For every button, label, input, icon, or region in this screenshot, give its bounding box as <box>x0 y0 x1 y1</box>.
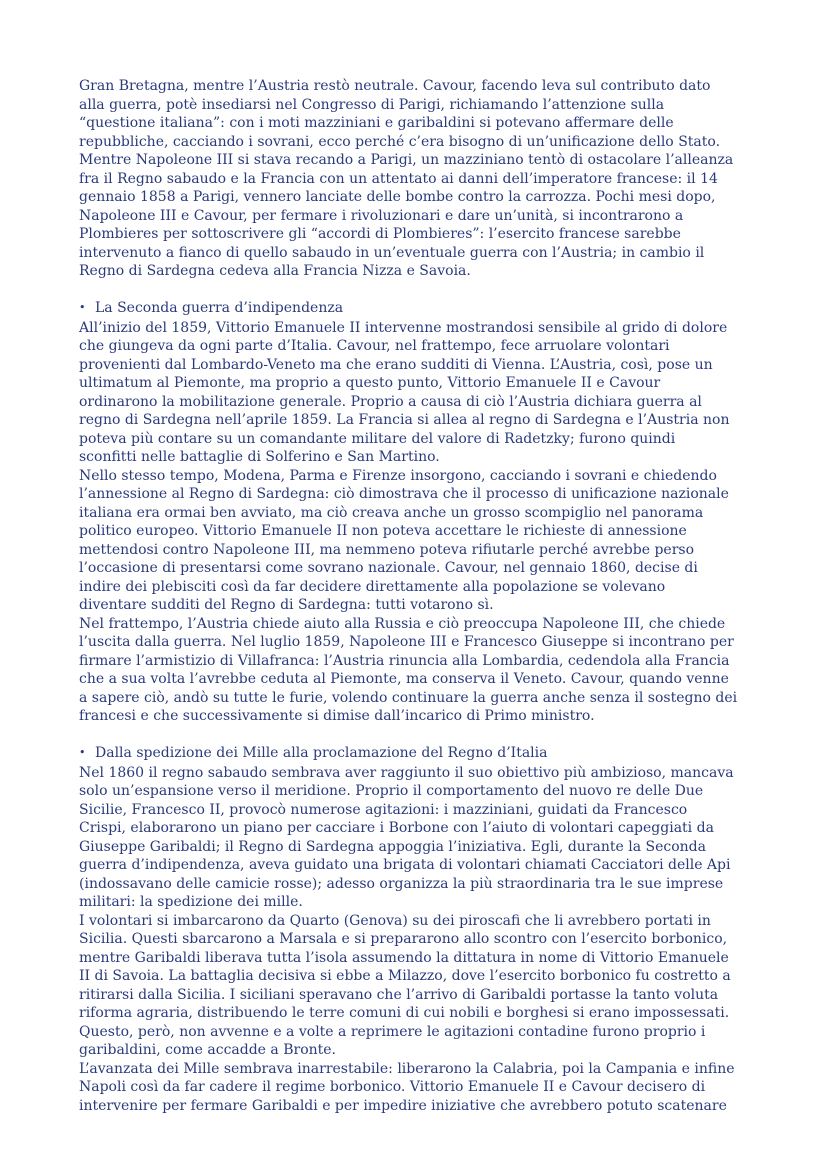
text-line: guerra d’indipendenza, aveva guidato una brigata di volontari chiamati Cacciatori delle Api <box>79 857 731 873</box>
section-heading-text: La Seconda guerra d’indipendenza <box>95 300 344 316</box>
text-line: l’occasione di presentarsi come sovrano nazionale. Cavour, nel gennaio 1860, decise di <box>79 560 698 576</box>
text-line: Napoleone III e Cavour, per fermare i rivoluzionari e dare un’unità, si incontrarono a <box>79 207 684 224</box>
text-line: Nel 1860 il regno sabaudo sembrava aver raggiunto il suo obiettivo più ambizioso, mancava <box>79 764 734 781</box>
text-line: Sicilie, Francesco II, provocò numerose agitazioni: i mazziniani, guidati da Francesco <box>79 801 688 818</box>
text-line: poteva più contare su un comandante militare del valore di Radetzky; furono quindi <box>79 430 676 447</box>
text-line: Mentre Napoleone III si stava recando a Parigi, un mazziniano tentò di ostacolare l’alleanza <box>79 152 734 168</box>
text-line: Nel frattempo, l’Austria chiede aiuto alla Russia e ciò preoccupa Napoleone III, che chiede <box>79 615 726 632</box>
text-line: repubbliche, cacciando i sovrani, ecco perché c’era bisogno di un’unificazione dello Stato. <box>79 133 721 150</box>
text-line: militari: la spedizione dei mille. <box>79 894 303 910</box>
text-line: gennaio 1858 a Parigi, vennero lanciate delle bombe contro la carrozza. Pochi mesi dopo, <box>79 189 716 205</box>
text-line: I volontari si imbarcarono da Quarto (Genova) su dei piroscafi che li avrebbero portati in <box>79 912 711 929</box>
text-line: (indossavano delle camicie rosse); adesso organizza la più straordinaria tra le sue imprese <box>79 875 724 892</box>
text-line: Napoli così da far cadere il regime borbonico. Vittorio Emanuele II e Cavour decisero di <box>79 1079 706 1095</box>
text-line: intervenuto a fianco di quello sabaudo in un’eventuale guerra con l’Austria; in cambio il <box>79 244 705 261</box>
section-heading-text: Dalla spedizione dei Mille alla proclamazione del Regno d’Italia <box>95 745 548 761</box>
text-line: Regno di Sardegna cedeva alla Francia Nizza e Savoia. <box>79 263 471 279</box>
text-line: alla guerra, potè insediarsi nel Congresso di Parigi, richiamando l’attenzione sulla <box>79 96 665 113</box>
section-heading-spedizione-mille <box>79 744 768 764</box>
bullet-icon: • <box>79 301 86 314</box>
section-heading-seconda-guerra <box>79 299 768 319</box>
text-line: ultimatum al Piemonte, ma proprio a questo punto, Vittorio Emanuele II e Cavour <box>79 375 661 391</box>
text-line: riforma agraria, distribuendo le terre comuni di cui nobili e borghesi si erano impossessati. <box>79 1005 730 1021</box>
text-line: “questione italiana”: con i moti mazziniani e garibaldini si potevano affermare delle <box>79 115 674 131</box>
text-line: diventare sudditi del Regno di Sardegna: tutti votarono sì. <box>79 597 494 613</box>
section-paragraph <box>79 764 768 912</box>
text-line: solo un’espansione verso il meridione. Proprio il comportamento del nuovo re delle Due <box>79 783 704 799</box>
section-paragraph <box>79 1060 768 1116</box>
text-line: firmare l’armistizio di Villafranca: l’Austria rinuncia alla Lombardia, cedendola alla Francia <box>79 652 730 669</box>
text-line: sconfitti nelle battaglie di Solferino e San Martino. <box>79 449 440 465</box>
text-line: garibaldini, come accadde a Bronte. <box>79 1042 336 1058</box>
text-line: intervenire per fermare Garibaldi e per impedire iniziative che avrebbero potuto scatenare <box>79 1097 727 1114</box>
text-line: mentre Garibaldi liberava tutta l’isola assumendo la dittatura in nome di Vittorio Emanuele <box>79 949 729 966</box>
text-line: che giungeva da ogni parte d’Italia. Cavour, nel frattempo, fece arruolare volontari <box>79 338 670 354</box>
section-paragraph <box>79 467 768 615</box>
section-paragraph <box>79 912 768 1060</box>
text-line: All’inizio del 1859, Vittorio Emanuele II intervenne mostrandosi sensibile al grido di dolore <box>79 319 728 336</box>
text-line: che a sua volta l’avrebbe ceduta al Piemonte, ma conserva il Veneto. Cavour, quando venne <box>79 671 729 687</box>
text-line: L’avanzata dei Mille sembrava inarrestabile: liberarono la Calabria, poi la Campania e infine <box>79 1060 735 1077</box>
text-line: italiana era ormai ben avviato, ma ciò creava anche un grosso scompiglio nel panorama <box>79 504 704 521</box>
text-line: l’uscita dalla guerra. Nel luglio 1859, Napoleone III e Francesco Giuseppe si incontrano per <box>79 634 734 650</box>
text-line: Questo, però, non avvenne e a volte a reprimere le agitazioni contadine furono proprio i <box>79 1023 706 1040</box>
text-line: ritirarsi dalla Sicilia. I siciliani speravano che l’arrivo di Garibaldi portasse la tanto voluta <box>79 986 719 1003</box>
bullet-icon: • <box>79 746 86 759</box>
text-line: ordinarono la mobilitazione generale. Proprio a causa di ciò l’Austria dichiara guerra al <box>79 393 702 410</box>
text-line: a sapere ciò, andò su tutte le furie, volendo continuare la guerra anche senza il sostegno dei <box>79 689 738 706</box>
section-paragraph <box>79 319 768 467</box>
text-line: Giuseppe Garibaldi; il Regno di Sardegna appoggia l’iniziativa. Egli, durante la Seconda <box>79 838 706 855</box>
text-line: Sicilia. Questi sbarcarono a Marsala e si prepararono allo scontro con l’esercito borbonico, <box>79 931 728 947</box>
paragraph-gap <box>79 281 768 300</box>
text-line: II di Savoia. La battaglia decisiva si ebbe a Milazzo, dove l’esercito borbonico fu costretto a <box>79 968 731 984</box>
text-line: Nello stesso tempo, Modena, Parma e Firenze insorgono, cacciando i sovrani e chiedendo <box>79 467 717 484</box>
text-line: Plombieres per sottoscrivere gli “accordi di Plombieres”: l’esercito francese sarebbe <box>79 226 681 242</box>
text-line: Gran Bretagna, mentre l’Austria restò neutrale. Cavour, facendo leva sul contributo dato <box>79 78 711 94</box>
text-line: provenienti dal Lombardo-Veneto ma che erano sudditi di Vienna. L’Austria, così, pose un <box>79 356 713 373</box>
paragraph-gap <box>79 726 768 745</box>
text-line: fra il Regno sabaudo e la Francia con un attentato ai danni dell’imperatore francese: il 14 <box>79 170 718 187</box>
text-line: l’annessione al Regno di Sardegna: ciò dimostrava che il processo di unificazione nazionale <box>79 486 729 502</box>
section-paragraph <box>79 615 768 726</box>
text-line: Crispi, elaborarono un piano per cacciare i Borbone con l’aiuto di volontari capeggiati da <box>79 820 714 836</box>
text-line: indire dei plebisciti così da far decidere direttamente alla popolazione se volevano <box>79 578 666 595</box>
text-line: mettendosi contro Napoleone III, ma nemmeno poteva rifiutarle perché avrebbe perso <box>79 541 695 558</box>
text-line: regno di Sardegna nell’aprile 1859. La Francia si allea al regno di Sardegna e l’Austria non <box>79 412 730 428</box>
text-line: politico europeo. Vittorio Emanuele II non poteva accettare le richieste di annessione <box>79 523 687 539</box>
text-line: francesi e che successivamente si dimise dall’incarico di Primo ministro. <box>79 708 595 724</box>
intro-paragraph <box>79 77 768 281</box>
